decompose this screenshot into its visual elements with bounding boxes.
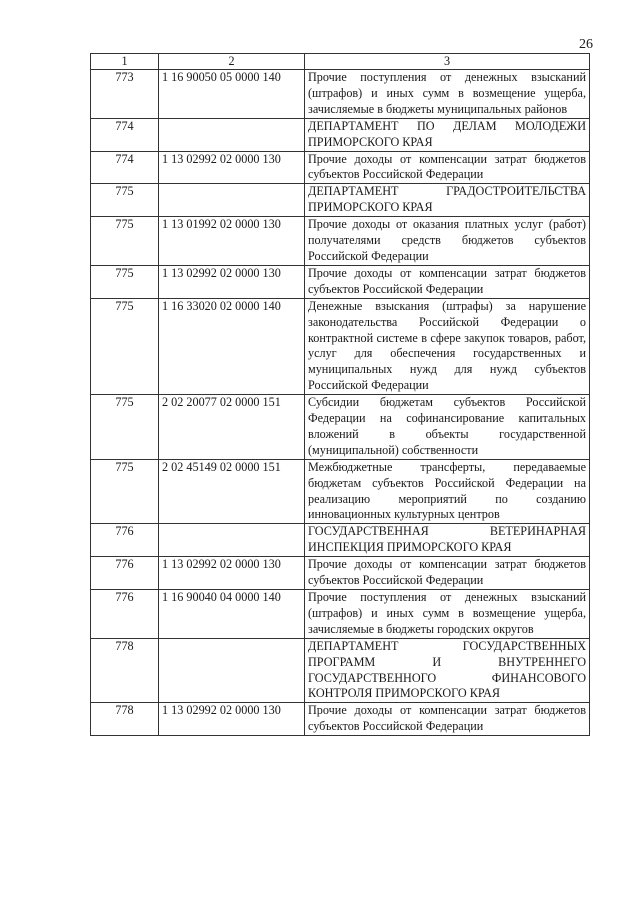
admin-code-cell: 775 [91, 298, 159, 394]
admin-code-cell: 775 [91, 217, 159, 266]
revenue-code-cell: 1 13 02992 02 0000 130 [159, 557, 305, 590]
admin-code-cell: 778 [91, 703, 159, 736]
department-name-cell: ГОСУДАРСТВЕННАЯ ВЕТЕРИНАРНАЯ ИНСПЕКЦИЯ ПРИМОРСКОГО КРАЯ [305, 524, 590, 557]
admin-code-cell: 776 [91, 557, 159, 590]
column-header-1: 1 [91, 54, 159, 70]
admin-code-cell: 773 [91, 70, 159, 119]
table-row [91, 395, 590, 460]
table-row [91, 524, 590, 557]
revenue-code-cell: 1 13 02992 02 0000 130 [159, 265, 305, 298]
table-row [91, 151, 590, 184]
description-cell: Прочие доходы от оказания платных услуг (работ) получателями средств бюджетов субъектов Российской Федерации [305, 217, 590, 266]
table-row [91, 703, 590, 736]
revenue-code-cell: 1 16 90040 04 0000 140 [159, 590, 305, 639]
description-cell: Межбюджетные трансферты, передаваемые бюджетам субъектов Российской Федерации на реализацию мероприятий по созданию инновационных культурных центров [305, 459, 590, 524]
revenue-code-cell: 2 02 45149 02 0000 151 [159, 459, 305, 524]
page-number: 26 [579, 37, 593, 52]
description-cell: Прочие поступления от денежных взысканий (штрафов) и иных сумм в возмещение ущерба, зачисляемые в бюджеты городских округов [305, 590, 590, 639]
admin-code-cell: 775 [91, 184, 159, 217]
table-header-row [91, 54, 590, 70]
table-row [91, 184, 590, 217]
description-cell: Денежные взыскания (штрафы) за нарушение законодательства Российской Федерации о контрактной системе в сфере закупок товаров, работ, услуг для обеспечения государственных и муниципальных нужд для нужд субъектов Российской Федерации [305, 298, 590, 394]
table-row [91, 298, 590, 394]
admin-code-cell: 774 [91, 151, 159, 184]
revenue-code-cell [159, 184, 305, 217]
table-row [91, 118, 590, 151]
department-name-cell: ДЕПАРТАМЕНТ ГРАДОСТРОИТЕЛЬСТВА ПРИМОРСКОГО КРАЯ [305, 184, 590, 217]
description-cell: Прочие доходы от компенсации затрат бюджетов субъектов Российской Федерации [305, 703, 590, 736]
revenue-code-cell: 1 13 02992 02 0000 130 [159, 703, 305, 736]
description-cell: Прочие доходы от компенсации затрат бюджетов субъектов Российской Федерации [305, 151, 590, 184]
revenue-code-cell: 2 02 20077 02 0000 151 [159, 395, 305, 460]
table-row [91, 557, 590, 590]
description-cell: Прочие доходы от компенсации затрат бюджетов субъектов Российской Федерации [305, 265, 590, 298]
table-row [91, 459, 590, 524]
description-cell: Прочие поступления от денежных взысканий (штрафов) и иных сумм в возмещение ущерба, зачисляемые в бюджеты муниципальных районов [305, 70, 590, 119]
revenue-code-cell: 1 16 33020 02 0000 140 [159, 298, 305, 394]
table-row [91, 638, 590, 703]
revenue-code-cell [159, 524, 305, 557]
revenue-code-cell [159, 638, 305, 703]
admin-code-cell: 778 [91, 638, 159, 703]
table-row [91, 70, 590, 119]
revenue-code-cell: 1 16 90050 05 0000 140 [159, 70, 305, 119]
column-header-3: 3 [305, 54, 590, 70]
description-cell: Прочие доходы от компенсации затрат бюджетов субъектов Российской Федерации [305, 557, 590, 590]
admin-code-cell: 775 [91, 459, 159, 524]
admin-code-cell: 775 [91, 395, 159, 460]
admin-code-cell: 776 [91, 524, 159, 557]
column-header-2: 2 [159, 54, 305, 70]
table-row [91, 217, 590, 266]
description-cell: Субсидии бюджетам субъектов Российской Федерации на софинансирование капитальных вложений в объекты государственной (муниципальной) собственности [305, 395, 590, 460]
table-row [91, 590, 590, 639]
department-name-cell: ДЕПАРТАМЕНТ ПО ДЕЛАМ МОЛОДЕЖИ ПРИМОРСКОГО КРАЯ [305, 118, 590, 151]
revenue-code-cell: 1 13 01992 02 0000 130 [159, 217, 305, 266]
revenue-code-cell: 1 13 02992 02 0000 130 [159, 151, 305, 184]
admin-code-cell: 775 [91, 265, 159, 298]
revenue-code-cell [159, 118, 305, 151]
table-row [91, 265, 590, 298]
admin-code-cell: 774 [91, 118, 159, 151]
revenue-codes-table [90, 53, 590, 736]
admin-code-cell: 776 [91, 590, 159, 639]
department-name-cell: ДЕПАРТАМЕНТ ГОСУДАРСТВЕННЫХ ПРОГРАММ И ВНУТРЕННЕГО ГОСУДАРСТВЕННОГО ФИНАНСОВОГО КОНТРОЛЯ ПРИМОРСКОГО КРАЯ [305, 638, 590, 703]
